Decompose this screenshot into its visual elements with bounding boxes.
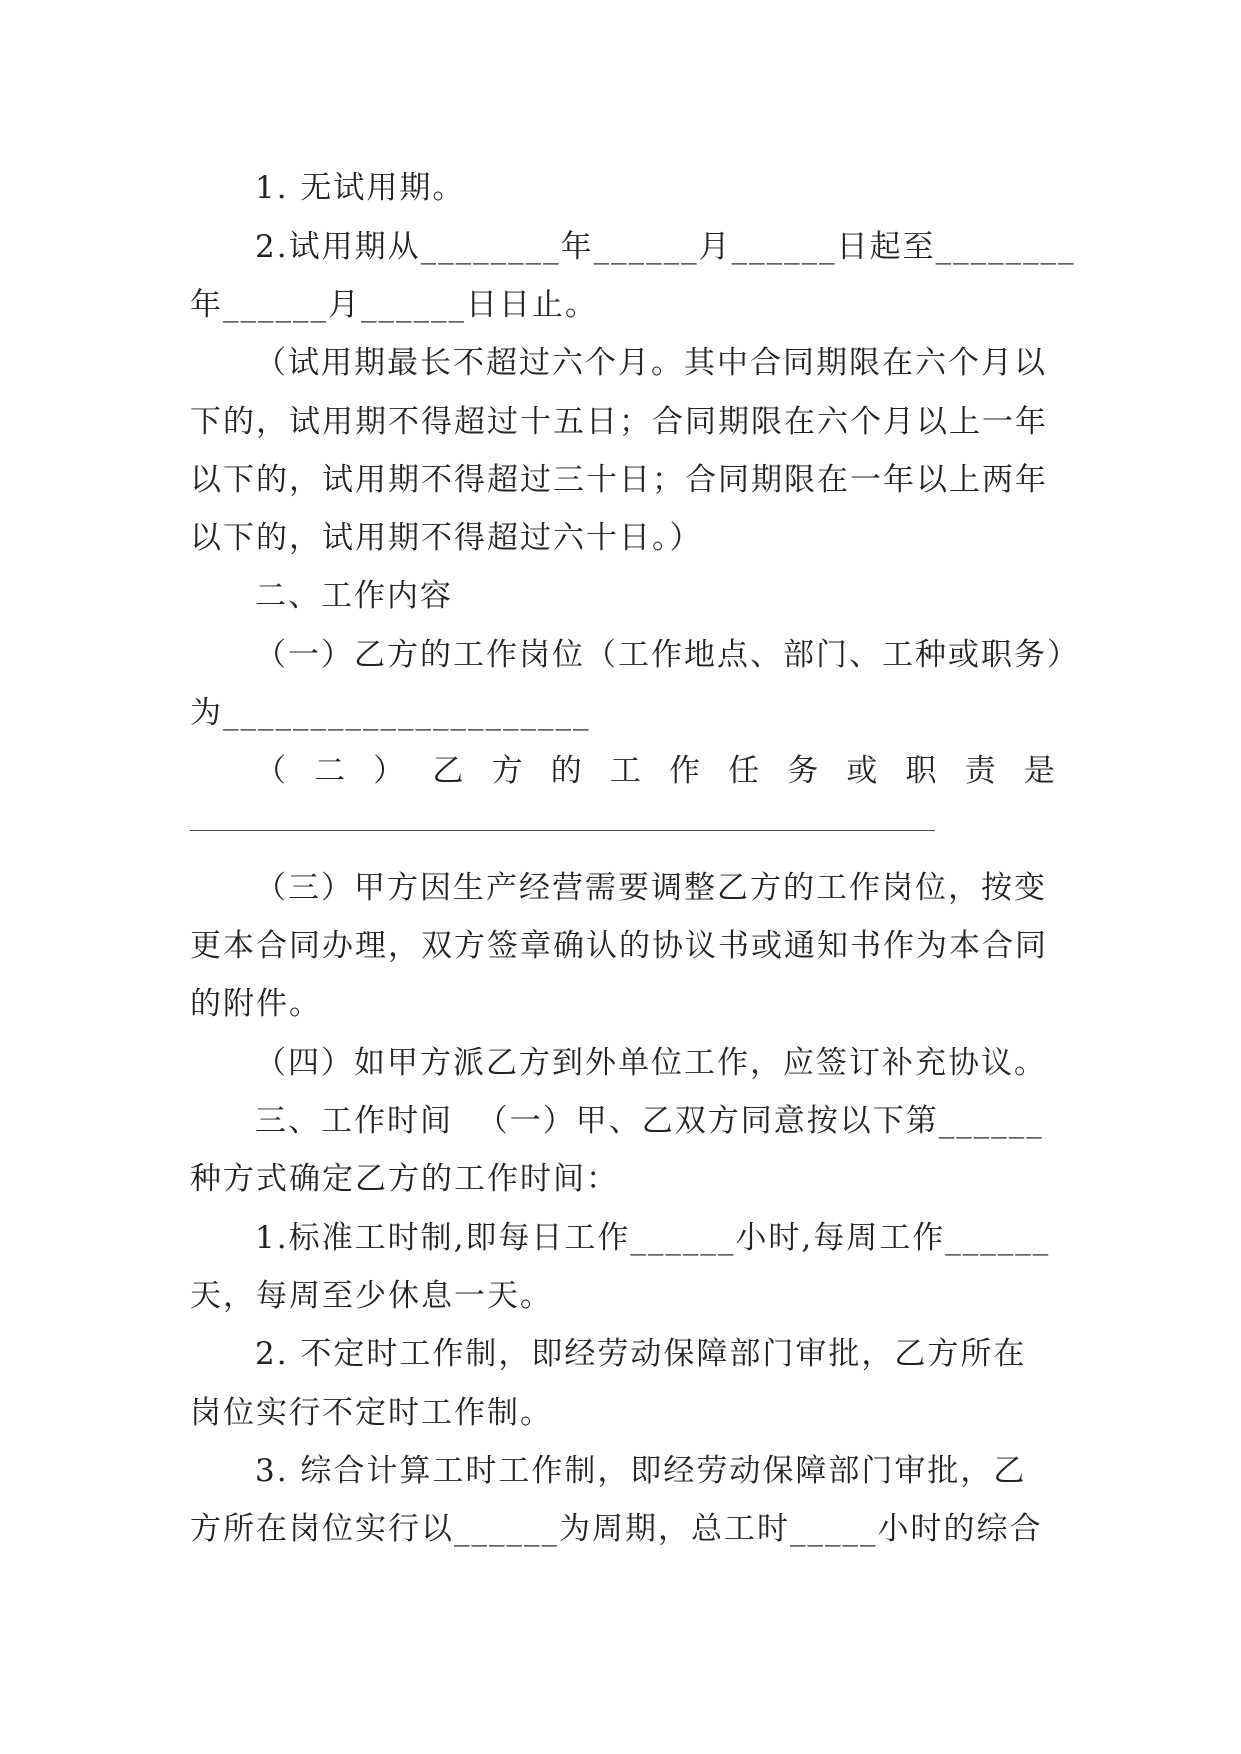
paragraph-line-spread: [255, 751, 1055, 791]
blank-underline: [190, 830, 935, 831]
paragraph-line: 天，每周至少休息一天。: [190, 1278, 553, 1314]
spread-char: 工: [609, 753, 641, 789]
paragraph-line: （试用期最长不超过六个月。其中合同期限在六个月以: [255, 345, 1047, 381]
paragraph-line: 种方式确定乙方的工作时间：: [190, 1161, 619, 1197]
spread-char: 或: [846, 753, 878, 789]
spread-char: 职: [905, 753, 937, 789]
section-heading: 二、工作内容: [255, 578, 453, 614]
paragraph-line: 3. 综合计算工时工作制，即经劳动保障部门审批，乙: [255, 1453, 1027, 1489]
paragraph-line: 为_____________________: [190, 695, 591, 731]
spread-char: 责: [964, 753, 996, 789]
paragraph-line: 岗位实行不定时工作制。: [190, 1395, 553, 1431]
paragraph-line: 2. 不定时工作制，即经劳动保障部门审批，乙方所在: [255, 1336, 1027, 1372]
spread-char: ）: [373, 753, 405, 789]
spread-char: 作: [668, 753, 700, 789]
paragraph-line: 年______月______日日止。: [190, 287, 598, 323]
paragraph-line: 以下的，试用期不得超过六十日。）: [190, 520, 703, 556]
paragraph-line: 1.标准工时制,即每日工作______小时,每周工作______: [255, 1220, 1051, 1256]
spread-char: 的: [550, 753, 582, 789]
spread-char: 是: [1023, 753, 1055, 789]
paragraph-line: （一）乙方的工作岗位（工作地点、部门、工种或职务）: [255, 637, 1080, 673]
paragraph-line: 1. 无试用期。: [255, 170, 466, 206]
spread-char: 方: [491, 753, 523, 789]
spread-char: 任: [728, 753, 760, 789]
paragraph-line: 方所在岗位实行以______为周期，总工时_____小时的综合: [190, 1511, 1043, 1547]
spread-char: （: [255, 753, 286, 789]
section-heading: 三、工作时间 （一）甲、乙双方同意按以下第______: [255, 1103, 1044, 1139]
paragraph-line: 以下的，试用期不得超过三十日；合同期限在一年以上两年: [190, 462, 1048, 498]
spread-char: 务: [787, 753, 819, 789]
paragraph-line: （四）如甲方派乙方到外单位工作，应签订补充协议。: [255, 1045, 1047, 1081]
paragraph-line: 2.试用期从________年______月______日起至________: [255, 229, 1076, 265]
paragraph-line: 更本合同办理，双方签章确认的协议书或通知书作为本合同: [190, 928, 1048, 964]
paragraph-line: 下的，试用期不得超过十五日；合同期限在六个月以上一年: [190, 404, 1048, 440]
spread-char: 二: [314, 753, 346, 789]
paragraph-line: 的附件。: [190, 986, 322, 1022]
paragraph-line: （三）甲方因生产经营需要调整乙方的工作岗位，按变: [255, 870, 1047, 906]
spread-char: 乙: [432, 753, 464, 789]
